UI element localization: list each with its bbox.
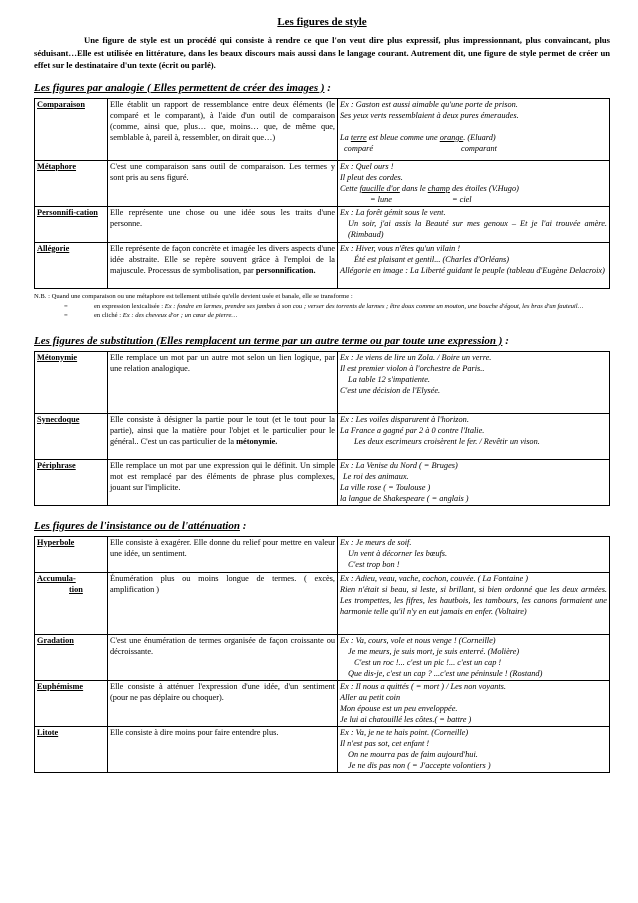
example-cell: Ex : La Venise du Nord ( = Bruges) Le roi des animaux. La ville rose ( = Toulouse ) la langue de Shakespeare ( = anglais ) [338, 459, 610, 505]
definition-cell: Elle consiste à désigner la partie pour le tout (et le tout pour la partie), ainsi que la matière pour l'objet et le particulier pour le général.. C'est un cas particulier de la métonymie. [108, 413, 338, 459]
term-cell: Métonymie [35, 351, 108, 413]
table-row [35, 413, 610, 459]
term-cell: Allégorie [35, 242, 108, 288]
table-substitution [34, 351, 610, 506]
table-analogie [34, 98, 610, 289]
example-cell: Ex : Je meurs de soif. Un vent à décorner les bœufs. C'est trop bon ! [338, 536, 610, 572]
term-cell: Métaphore [35, 160, 108, 206]
term-cell: Hyperbole [35, 536, 108, 572]
example-cell: Ex : Les voiles disparurent à l'horizon. La France a gagné par 2 à 0 contre l'Italie. Les deux escrimeurs croisèrent le fer. / Revêtir un vison. [338, 413, 610, 459]
term-cell: Accumula- tion [35, 572, 108, 634]
definition-cell: Elle représente de façon concrète et imagée les divers aspects d'une idée abstraite. Elle se repère souvent grâce à l'emploi de la majuscule. Processus de symbolisation, par personnification. [108, 242, 338, 288]
intro-paragraph: Une figure de style est un procédé qui consiste à rendre ce que l'on veut dire plus expressif, plus impressionnant, plus convaincant, plus séduisant…Elle est utilisée en littérature, dans les beaux discours mais aussi dans le langage courant. Autrement dit, une figure de style permet de créer un effet sur le destinataire d'un texte (écrit ou parlé). [34, 35, 610, 70]
table-row [35, 160, 610, 206]
definition-cell: Elle représente une chose ou une idée sous les traits d'une personne. [108, 206, 338, 242]
section-heading-analogie: Les figures par analogie ( Elles permettent de créer des images ) : [34, 81, 331, 94]
nb-item: = en cliché : Ex : des cheveux d'or ; un cœur de pierre… [64, 312, 238, 319]
section-heading-substitution: Les figures de substitution (Elles remplacent un terme par un autre terme ou par toute une expression ) : [34, 334, 509, 347]
example-cell: Ex : Quel ours ! Il pleut des cordes. Cette faucille d'or dans le champ des étoiles (V.Hugo) = lune = ciel [338, 160, 610, 206]
example-cell: Ex : Il nous a quittés ( = mort ) / Les non voyants. Aller au petit coin Mon épouse est un peu enveloppée. Je lui ai chatouillé les côtes.( = battre ) [338, 680, 610, 726]
example-cell: Ex : Va, cours, vole et nous venge ! (Corneille) Je me meurs, je suis mort, je suis enterré. (Molière) C'est un roc !... c'est un pic !... c'est un cap ! Que dis-je, c'est un cap ? ...c'est une péninsule ! (Rostand) [338, 634, 610, 680]
example-cell: Ex : Va, je ne te hais point. (Corneille) Il n'est pas sot, cet enfant ! On ne mourra pas de faim aujourd'hui. Je ne dis pas non ( = J'accepte volontiers ) [338, 726, 610, 772]
section-heading-insistance: Les figures de l'insistance ou de l'atténuation : [34, 519, 247, 532]
table-row [35, 634, 610, 680]
table-row [35, 242, 610, 288]
term-cell: Gradation [35, 634, 108, 680]
nb-note: N.B. : Quand une comparaison ou une métaphore est tellement utilisée qu'elle devient usée et banale, elle se transforme : [34, 292, 353, 300]
table-row [35, 459, 610, 505]
example-cell: Ex : Gaston est aussi aimable qu'une porte de prison. Ses yeux verts ressemblaient à deux pures émeraudes. La terre est bleue comme une orange. (Eluard) comparé comparant [338, 98, 610, 160]
table-row [35, 536, 610, 572]
definition-cell: Elle établit un rapport de ressemblance entre deux éléments (le comparé et le comparant), à l'aide d'un outil de comparaison (comme, ainsi que, plus… que, moins… que, de même que, semblable à, pareil à, ressembler, on dirait que…) [108, 98, 338, 160]
definition-cell: C'est une énumération de termes organisée de façon croissante ou décroissante. [108, 634, 338, 680]
table-row [35, 206, 610, 242]
term-cell: Litote [35, 726, 108, 772]
term-cell: Personnifi-cation [35, 206, 108, 242]
example-cell: Ex : Adieu, veau, vache, cochon, couvée. ( La Fontaine ) Rien n'était si beau, si leste, si brillant, si bien ordonné que les deux armées. Les trompettes, les fifres, les hautbois, les tambours, les canons formaient une harmonie telle qu'il n'y en eut jamais en enfer. (Voltaire) [338, 572, 610, 634]
term-cell: Périphrase [35, 459, 108, 505]
table-row [35, 351, 610, 413]
example-line-eluard: La terre est bleue comme une orange. (Eluard) [340, 132, 496, 142]
definition-cell: Elle consiste à dire moins pour faire entendre plus. [108, 726, 338, 772]
example-cell: Ex : Je viens de lire un Zola. / Boire un verre. Il est premier violon à l'orchestre de Paris.. La table 12 s'impatiente. C'est une décision de l'Elysée. [338, 351, 610, 413]
example-line-hugo: Cette faucille d'or dans le champ des étoiles (V.Hugo) [340, 183, 519, 193]
table-insistance [34, 536, 610, 773]
definition-cell: Elle consiste à exagérer. Elle donne du relief pour mettre en valeur une idée, un sentiment. [108, 536, 338, 572]
table-row [35, 726, 610, 772]
term-cell: Synecdoque [35, 413, 108, 459]
term-cell: Comparaison [35, 98, 108, 160]
definition-cell: Elle consiste à atténuer l'expression d'une idée, d'un sentiment (pour ne pas déplaire ou choquer). [108, 680, 338, 726]
definition-cell: Elle remplace un mot par une expression qui le définit. Un simple mot est remplacé par des éléments de phrase plus complexes, jouant sur l'implicite. [108, 459, 338, 505]
definition-cell: Énumération plus ou moins longue de termes. ( excès, amplification ) [108, 572, 338, 634]
table-row [35, 572, 610, 634]
definition-cell: C'est une comparaison sans outil de comparaison. Les termes y sont pris au sens figuré. [108, 160, 338, 206]
nb-item: = en expression lexicalisée : Ex : fondre en larmes, prendre ses jambes à son cou ; verser des torrents de larmes ; être doux comme un mouton, une bouche d'égout, les bras d'un fauteuil… [64, 302, 584, 310]
example-cell: Ex : La forêt gémit sous le vent. Un soir, j'ai assis la Beauté sur mes genoux – Et je l'ai trouvée amère. (Rimbaud) [338, 206, 610, 242]
table-row [35, 680, 610, 726]
definition-cell: Elle remplace un mot par un autre mot selon un lien logique, par une relation analogique. [108, 351, 338, 413]
example-cell: Ex : Hiver, vous n'êtes qu'un vilain ! Été est plaisant et gentil... (Charles d'Orléans) Allégorie en image : La Liberté guidant le peuple (tableau d'Eugène Delacroix) [338, 242, 610, 288]
page-title: Les figures de style [277, 16, 367, 28]
term-cell: Euphémisme [35, 680, 108, 726]
table-row [35, 98, 610, 160]
